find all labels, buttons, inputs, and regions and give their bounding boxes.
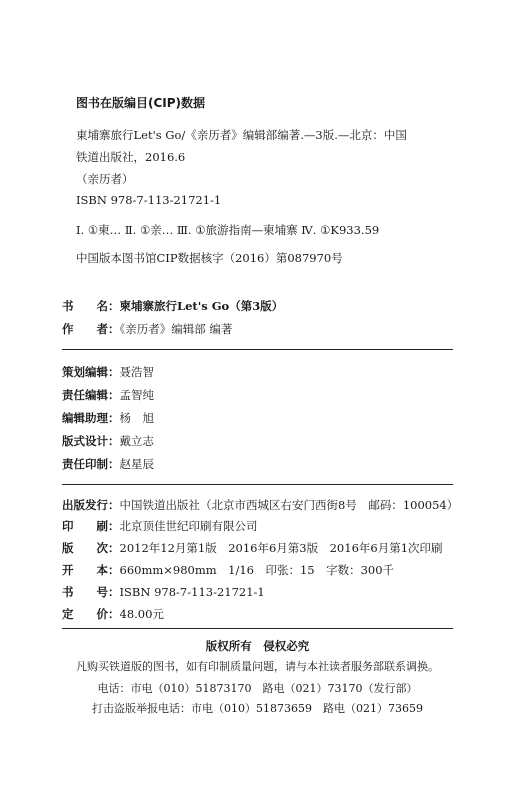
cip-bibliographic-line-2: 铁道出版社，2016.6 [76, 150, 186, 164]
piracy-report-phone: 打击盗版举报电话：市电（010）51873659 路电（021）73659 [92, 702, 423, 715]
book-author-label: 作 者： [62, 322, 120, 336]
book-author-row [62, 321, 232, 337]
publish-row [62, 518, 258, 534]
book-author-value: 《亲历者》编辑部 编著 [119, 322, 233, 336]
publish-value: ISBN 978-7-113-21721-1 [119, 585, 265, 599]
staff-value: 杨 旭 [119, 411, 154, 425]
cip-bibliographic-line-1: 東埔寨旅行Let's Go/《亲历者》编辑部编著.—3版.—北京：中国 [76, 128, 407, 142]
publish-value: 48.00元 [119, 607, 164, 621]
publish-row [62, 497, 458, 513]
divider [62, 349, 453, 350]
staff-label: 责任印制： [62, 457, 120, 471]
divider [62, 628, 453, 629]
staff-row [62, 410, 154, 426]
staff-value: 赵星辰 [119, 457, 154, 471]
staff-row [62, 387, 154, 403]
staff-value: 孟智纯 [119, 388, 154, 402]
publish-value: 660mm×980mm 1/16 印张：15 字数：300千 [119, 563, 395, 577]
cip-verification-number: 中国版本图书馆CIP数据核字（2016）第087970号 [76, 251, 343, 265]
publish-value: 北京顶佳世纪印刷有限公司 [119, 519, 258, 533]
staff-label: 策划编辑： [62, 365, 120, 379]
publish-label: 书 号： [62, 585, 120, 599]
staff-row [62, 364, 154, 380]
book-title-value: 柬埔寨旅行Let's Go（第3版） [119, 299, 284, 313]
staff-label: 版式设计： [62, 434, 120, 448]
divider [62, 484, 453, 485]
publish-label: 印 刷： [62, 519, 120, 533]
cip-classification: Ⅰ. ①柬… Ⅱ. ①亲… Ⅲ. ①旅游指南—柬埔寨 Ⅳ. ①K933.59 [76, 223, 380, 237]
book-title-label: 书 名： [62, 299, 120, 313]
publish-value: 2012年12月第1版 2016年6月第3版 2016年6月第1次印刷 [119, 541, 443, 555]
publish-label: 出版发行： [62, 498, 120, 512]
phone-numbers: 电话：市电（010）51873170 路电（021）73170（发行部） [97, 682, 418, 695]
publish-label: 开 本： [62, 563, 120, 577]
publish-row [62, 540, 443, 556]
cip-title: 图书在版编目(CIP)数据 [76, 96, 206, 110]
staff-row [62, 433, 154, 449]
cip-isbn: ISBN 978-7-113-21721-1 [76, 193, 222, 207]
book-title-row [62, 298, 283, 314]
rights-statement: 版权所有 侵权必究 [205, 639, 310, 653]
publish-label: 版 次： [62, 541, 120, 555]
staff-row [62, 456, 154, 472]
staff-value: 聂浩智 [119, 365, 154, 379]
publish-row [62, 606, 164, 622]
publish-label: 定 价： [62, 607, 120, 621]
staff-label: 责任编辑： [62, 388, 120, 402]
cip-series: （亲历者） [76, 172, 134, 186]
publish-row [62, 562, 394, 578]
publish-row [62, 584, 265, 600]
staff-value: 戴立志 [119, 434, 154, 448]
publish-value: 中国铁道出版社（北京市西城区右安门西街8号 邮码：100054） [119, 498, 459, 512]
quality-notice: 凡购买铁道版的图书，如有印制质量问题，请与本社读者服务部联系调换。 [76, 660, 439, 673]
staff-label: 编辑助理： [62, 411, 120, 425]
